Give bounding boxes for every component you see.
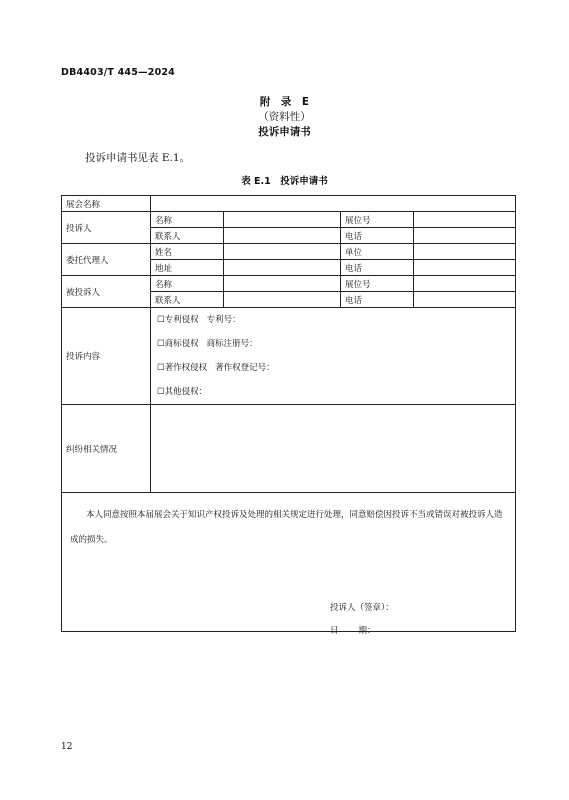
respondent-name-field[interactable]: [224, 276, 341, 292]
dispute-row: [62, 405, 516, 493]
complainant-phone-field[interactable]: [414, 228, 516, 244]
exhibition-row: [62, 196, 516, 212]
dispute-label: 纠纷相关情况: [62, 405, 151, 493]
respondent-phone-field[interactable]: [414, 292, 516, 308]
trademark-checkbox[interactable]: ☐: [157, 339, 165, 349]
declaration-row: [62, 493, 516, 632]
agent-name-label: 姓名: [151, 244, 224, 260]
copyright-option: [155, 356, 511, 380]
agent-unit-label: 单位: [341, 244, 414, 260]
complainant-contact-field[interactable]: [224, 228, 341, 244]
agent-phone-label: 电话: [341, 260, 414, 276]
complainant-phone-label: 电话: [341, 228, 414, 244]
other-label: 其他侵权：: [164, 387, 208, 397]
declaration-text: 本人同意按照本届展会关于知识产权投诉及处理的相关规定进行处理，同意赔偿因投诉不当或错误对被投诉人造成的损失。: [70, 510, 503, 545]
table-title: 表 E.1 投诉申请书: [241, 176, 328, 187]
trademark-label: 商标侵权: [164, 339, 199, 349]
agent-label: 委托代理人: [62, 244, 151, 276]
patent-checkbox[interactable]: ☐: [157, 315, 165, 325]
trademark-option: [155, 332, 511, 356]
agent-phone-field[interactable]: [414, 260, 516, 276]
respondent-row-1: [62, 276, 516, 292]
copyright-label: 著作权侵权: [164, 363, 208, 373]
other-option: [155, 380, 511, 404]
respondent-contact-field[interactable]: [224, 292, 341, 308]
complainant-row-1: [62, 212, 516, 228]
complainant-contact-label: 联系人: [151, 228, 224, 244]
page-number: 12: [61, 742, 73, 752]
respondent-booth-label: 展位号: [341, 276, 414, 292]
patent-label: 专利侵权: [164, 315, 199, 325]
signature-label: 投诉人（签章）：: [330, 603, 394, 613]
appendix-nature: （资料性）: [258, 111, 311, 123]
complainant-label: 投诉人: [62, 212, 151, 244]
respondent-phone-label: 电话: [341, 292, 414, 308]
content-row: [62, 308, 516, 405]
exhibition-name-label: 展会名称: [62, 196, 151, 212]
date-char-1: 日: [330, 626, 339, 636]
patent-number-label: 专利号：: [206, 315, 241, 325]
complainant-booth-field[interactable]: [414, 212, 516, 228]
complainant-booth-label: 展位号: [341, 212, 414, 228]
agent-name-field[interactable]: [224, 244, 341, 260]
agent-unit-field[interactable]: [414, 244, 516, 260]
standard-code: DB4403/T 445—2024: [61, 67, 175, 78]
date-label: [330, 624, 376, 636]
agent-address-field[interactable]: [224, 260, 341, 276]
complainant-name-label: 名称: [151, 212, 224, 228]
content-options: [151, 308, 516, 405]
intro-text: 投诉申请书见表 E.1。: [85, 152, 191, 164]
content-label: 投诉内容: [62, 308, 151, 405]
dispute-field[interactable]: [151, 405, 516, 493]
agent-address-label: 地址: [151, 260, 224, 276]
patent-option: [155, 308, 511, 332]
respondent-contact-label: 联系人: [151, 292, 224, 308]
declaration-cell: [62, 493, 516, 636]
complainant-name-field[interactable]: [224, 212, 341, 228]
complaint-form-table: [61, 195, 516, 636]
other-checkbox[interactable]: ☐: [157, 387, 165, 397]
appendix-title: 附 录 E: [259, 96, 310, 108]
copyright-number-label: 著作权登记号：: [215, 363, 275, 373]
agent-row-1: [62, 244, 516, 260]
copyright-checkbox[interactable]: ☐: [157, 363, 165, 373]
respondent-booth-field[interactable]: [414, 276, 516, 292]
trademark-number-label: 商标注册号：: [206, 339, 258, 349]
date-char-2: 期：: [358, 626, 376, 636]
respondent-name-label: 名称: [151, 276, 224, 292]
respondent-label: 被投诉人: [62, 276, 151, 308]
appendix-name: 投诉申请书: [258, 126, 311, 138]
exhibition-name-field[interactable]: [151, 196, 516, 212]
